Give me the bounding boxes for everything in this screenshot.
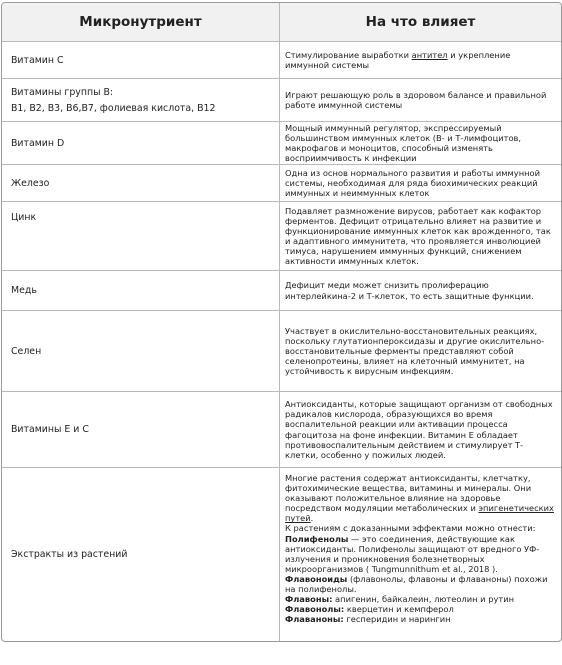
antibody-link[interactable]: антител [411,49,448,60]
nutrient-name: Витамин D [2,122,280,164]
nutrient-effect: Одна из основ нормального развития и работы иммунной системы, необходимая для ряда биохимических реакций иммунных и неиммунных клеток [285,167,541,199]
table-row [2,467,561,641]
table-row [2,201,561,270]
epigenetic-link[interactable]: эпигенетических путей [285,503,554,524]
nutrient-effect: Играют решающую роль в здоровом балансе и правильной работе иммунной системы [285,89,547,110]
nutrient-effect: Многие растения содержат антиоксиданты, клетчатку, фитохимические вещества, витамины и минералы. Они оказывают положительное влияние на здоровье посредством модуляции метаболических и эпигенетических путей. К растениям с доказанными эффектами можно отнести: Полифенолы — это соединения, действующие как антиоксиданты. Полифенолы защищают от вредного УФ-излучения и проникновения болезнетворных микроорганизмов ( Tungmunnithum et al., 2018 ). Флавоноиды (флавонолы, флавоны и флаваноны) похожи на полифенолы. Флавоны: апигенин, байкалеин, лютеолин и рутин Флавонолы: кверцетин и кемпферол Флаваноны: гесперидин и нарингин [285,473,554,625]
nutrient-effect: Дефицит меди может снизить пролиферацию интерлейкина-2 и Т-клеток, то есть защитные функции. [285,280,534,301]
header-effect: На что влияет [280,3,561,41]
table-row [2,270,561,310]
nutrient-name: Железо [2,165,280,201]
nutrient-name: Витамины Е и С [2,392,280,467]
nutrient-effect: Участвует в окислительно-восстановительных реакциях, поскольку глутатионпероксидазы и другие окислительно-восстановительные ферменты представляют собой селенопротеины, влияет на клеточный иммунитет, на устойчивость к вирусным инфекциям. [285,325,545,377]
nutrient-name: Медь [2,271,280,310]
nutrient-name: Цинк [2,202,280,270]
table-row [2,78,561,121]
header-micronutrient: Микронутриент [2,3,280,41]
nutrient-name: Витамин С [2,42,280,78]
nutrient-effect: Антиоксиданты, которые защищают организм от свободных радикалов кислорода, образующихся во время воспалительной реакции или активации процесса фагоцитоза на фоне инфекции. Витамин Е обладает противовоспалительным действием и стимулирует Т-клетки, особенно у пожилых людей. [285,399,553,460]
table-row [2,310,561,391]
micronutrient-table [1,2,562,642]
nutrient-name: Селен [2,311,280,391]
nutrient-name: Экстракты из растений [2,468,280,641]
table-row [2,121,561,164]
table-header-row [2,3,561,41]
table-row [2,164,561,201]
nutrient-effect: Мощный иммунный регулятор, экспрессируемый большинством иммунных клеток (В- и Т-лимфоцитов, макрофагов и моноцитов, способный изменять восприимчивость к инфекции [285,122,522,164]
nutrient-effect: Подавляет размножение вирусов, работает как кофактор ферментов. Дефицит отрицательно влияет на развитие и функционирование иммунных клеток как врожденного, так и адаптивного иммунитета, что проявляется инволюцией тимуса, нарушением иммунных функций, снижением активности иммунных клеток. [285,205,551,267]
nutrient-effect: Стимулирование выработки антител и укрепление иммунной системы [285,49,511,70]
table-row [2,391,561,467]
nutrient-name: Витамины группы В: B1, B2, B3, B6,B7, фолиевая кислота, B12 [2,79,280,121]
table-row [2,41,561,78]
